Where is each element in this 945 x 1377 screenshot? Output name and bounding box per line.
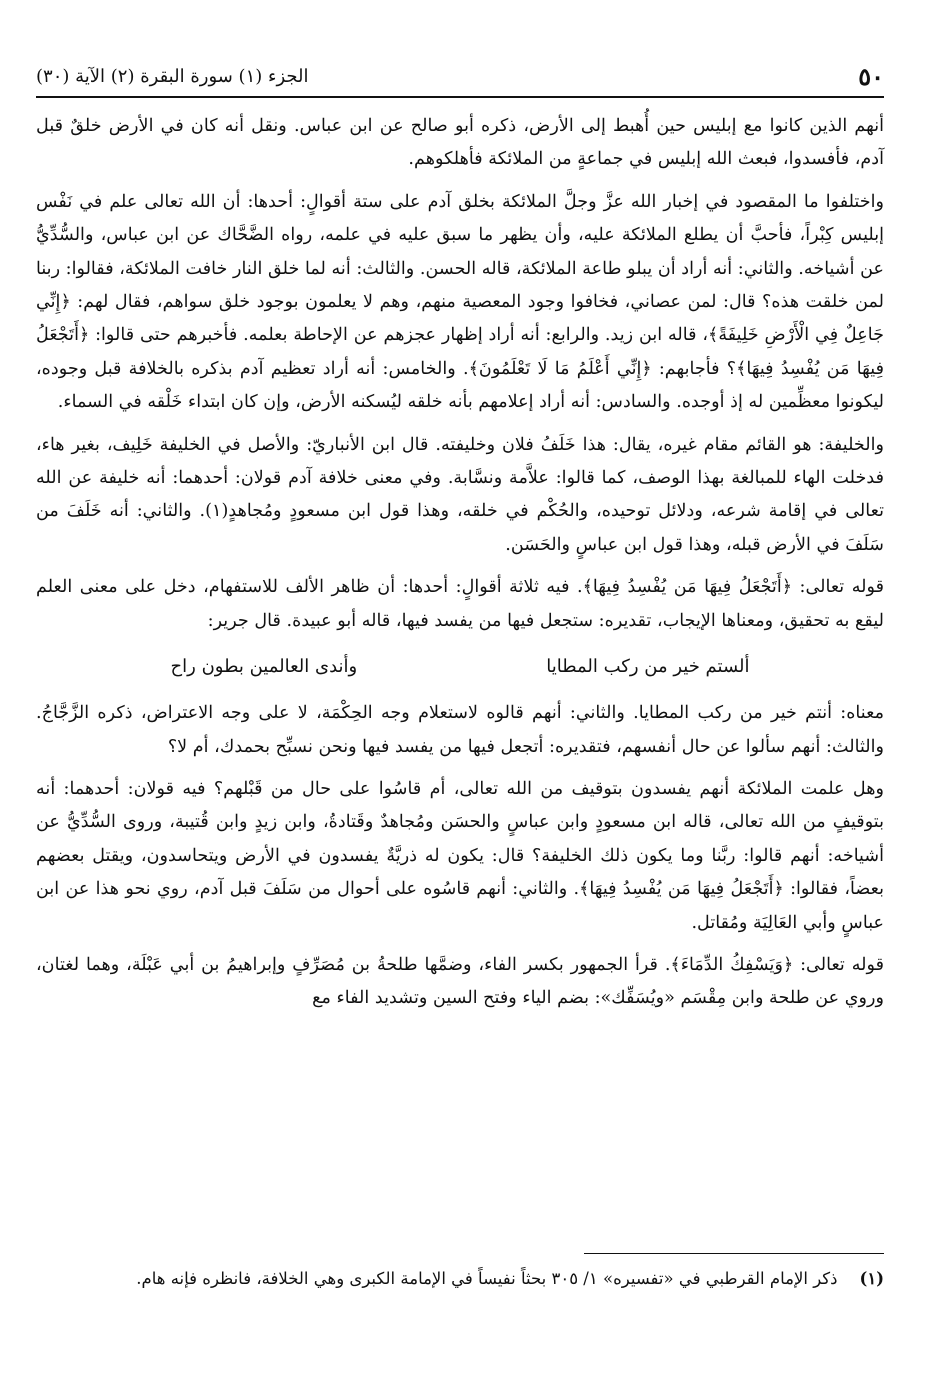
- book-page: [36, 0, 884, 1377]
- footnote: [36, 1266, 884, 1292]
- footnote-divider: [584, 1253, 884, 1254]
- footnote-number: (١): [859, 1269, 884, 1288]
- paragraph: قوله تعالى: ﴿وَيَسْفِكُ الدِّمَاءَ﴾. قرأ الجمهور بكسر الفاء، وضمَّها طلحةُ بن مُصَرِّفٍ وإبراهيمُ بن أبي عَبْلَة، وهما لغتان، وروي عن طلحة وابن مِقْسَم «ويُسَفِّك»: بضم الياء وفتح السين وتشديد الفاء مع: [36, 954, 884, 1009]
- page-body: [36, 110, 884, 1025]
- paragraph: معناه: أنتم خير من ركب المطايا. والثاني: أنهم قالوه لاستعلام وجه الحِكْمَة، لا على وجه الاعتراض، ذكره الزَّجَّاجُ. والثالث: أنهم سألوا عن حال أنفسهم، فتقديره: أتجعل فيها من يفسد فيها ونحن نسبِّح بحمدك، أم لا؟: [36, 703, 884, 757]
- verse-second-hemistich: وأندى العالمين بطون راح: [170, 656, 358, 678]
- poetry-verse: [76, 647, 844, 687]
- verse-first-hemistich: ألستم خير من ركب المطايا: [546, 656, 750, 678]
- page-header: [36, 56, 884, 98]
- paragraph: أنهم الذين كانوا مع إبليس حين أُهبط إلى الأرض، ذكره أبو صالح عن ابن عباس. ونقل أنه كان في الأرض خلقٌ قبل آدم، فأفسدوا، فبعث الله إبليس في جماعةٍ من الملائكة فأهلكوهم.: [36, 116, 884, 170]
- paragraph: قوله تعالى: ﴿أَتَجْعَلُ فِيهَا مَن يُفْسِدُ فِيهَا﴾. فيه ثلاثة أقوالٍ: أحدها: أن ظاهر الألف للاستفهام، دخل على معنى العلم ليقع به تحقيق، ومعناها الإيجاب، تقديره: ستجعل فيها من يفسد فيها، قاله أبو عبيدة. قال جرير:: [36, 577, 884, 631]
- paragraph: وهل علمت الملائكة أنهم يفسدون بتوقيف من الله تعالى، أم قاسُوا على حال من قَبْلهم؟ فيه قولان: أحدهما: أنه بتوقيفٍ من الله تعالى، قاله ابن مسعودٍ وابن عباسٍ والحسَن ومُجاهدٌ وقَتادةُ، وابن زيدٍ وابن قُتيبة، وروى السُّدِّيُّ عن أشياخه: أنهم قالوا: ربَّنا وما يكون ذلك الخليفة؟ قال: يكون له ذريَّةٌ يفسدون في الأرض ويتحاسدون، ويقتل بعضهم بعضاً، فقالوا: ﴿أَتَجْعَلُ فِيهَا مَن يُفْسِدُ فِيهَا﴾. والثاني: أنهم قاسُوه على أحوال من سَلَفَ قبل آدم، روي نحو هذا عن ابن عباسٍ وأبي العَالِيَة ومُقاتل.: [36, 778, 884, 933]
- paragraph: واختلفوا ما المقصود في إخبار الله عزَّ وجلَّ الملائكة بخلق آدم على ستة أقوالٍ: أحدها: أن الله تعالى علم في نَفْس إبليس كِبْراً، فأحبَّ أن يطلع الملائكة عليه، وأن يظهر ما سبق عليه في علمه، رواه الضَّحَّاك عن ابن عباس، والسُّدِّيُّ عن أشياخه. والثاني: أنه أراد أن يبلو طاعة الملائكة، قاله الحسن. والثالث: أنه لما خلق النار خافت الملائكة، فقالوا: ربنا لمن خلقت هذه؟ قال: لمن عصاني، فخافوا وجود المعصية منهم، وهم لا يعلمون بوجود خلق سواهم، فقال لهم: ﴿إِنِّي جَاعِلٌ فِي الْأَرْضِ خَلِيفَةً﴾، قاله ابن زيد. والرابع: أنه أراد إظهار عجزهم عن الإحاطة بعلمه. فأخبرهم حتى قالوا: ﴿أَتَجْعَلُ فِيهَا مَن يُفْسِدُ فِيهَا﴾؟ فأجابهم: ﴿إِنِّي أَعْلَمُ مَا لَا تَعْلَمُونَ﴾. والخامس: أنه أراد تعظيم آدم بذكره بالخلافة قبل وجوده، ليكونوا معظِّمين له إذ أوجده. والسادس: أنه أراد إعلامهم بأنه خلقه ليُسكنه الأرض، وإن كان ابتداء خَلْقه في السماء.: [36, 191, 884, 413]
- paragraph: والخليفة: هو القائم مقام غيره، يقال: هذا خَلَفُ فلان وخليفته. قال ابن الأنباريّ: والأصل في الخليفة خَلِيف، بغير هاء، فدخلت الهاء للمبالغة بهذا الوصف، كما قالوا: علاَّمة ونسَّابة. وفي معنى خلافة آدم قولان: أحدهما: أنه خليفة عن الله تعالى في إقامة شرعه، ودلائل توحيده، والحُكْم في خلقه، وهذا قول ابن مسعودٍ ومُجاهدٍ(١). والثاني: أنه خَلَفَ من سَلَفَ في الأرض قبله، وهذا قول ابن عباسٍ والحَسَن.: [36, 434, 884, 555]
- running-title: الجزء (١) سورة البقرة (٢) الآية (٣٠): [36, 65, 309, 87]
- footnote-text: ذكر الإمام القرطبي في «تفسيره» ١/ ٣٠٥ بحثاً نفيساً في الإمامة الكبرى وهي الخلافة، فانظره فإنه هام.: [136, 1269, 838, 1288]
- page-number: ٥٠: [858, 61, 884, 91]
